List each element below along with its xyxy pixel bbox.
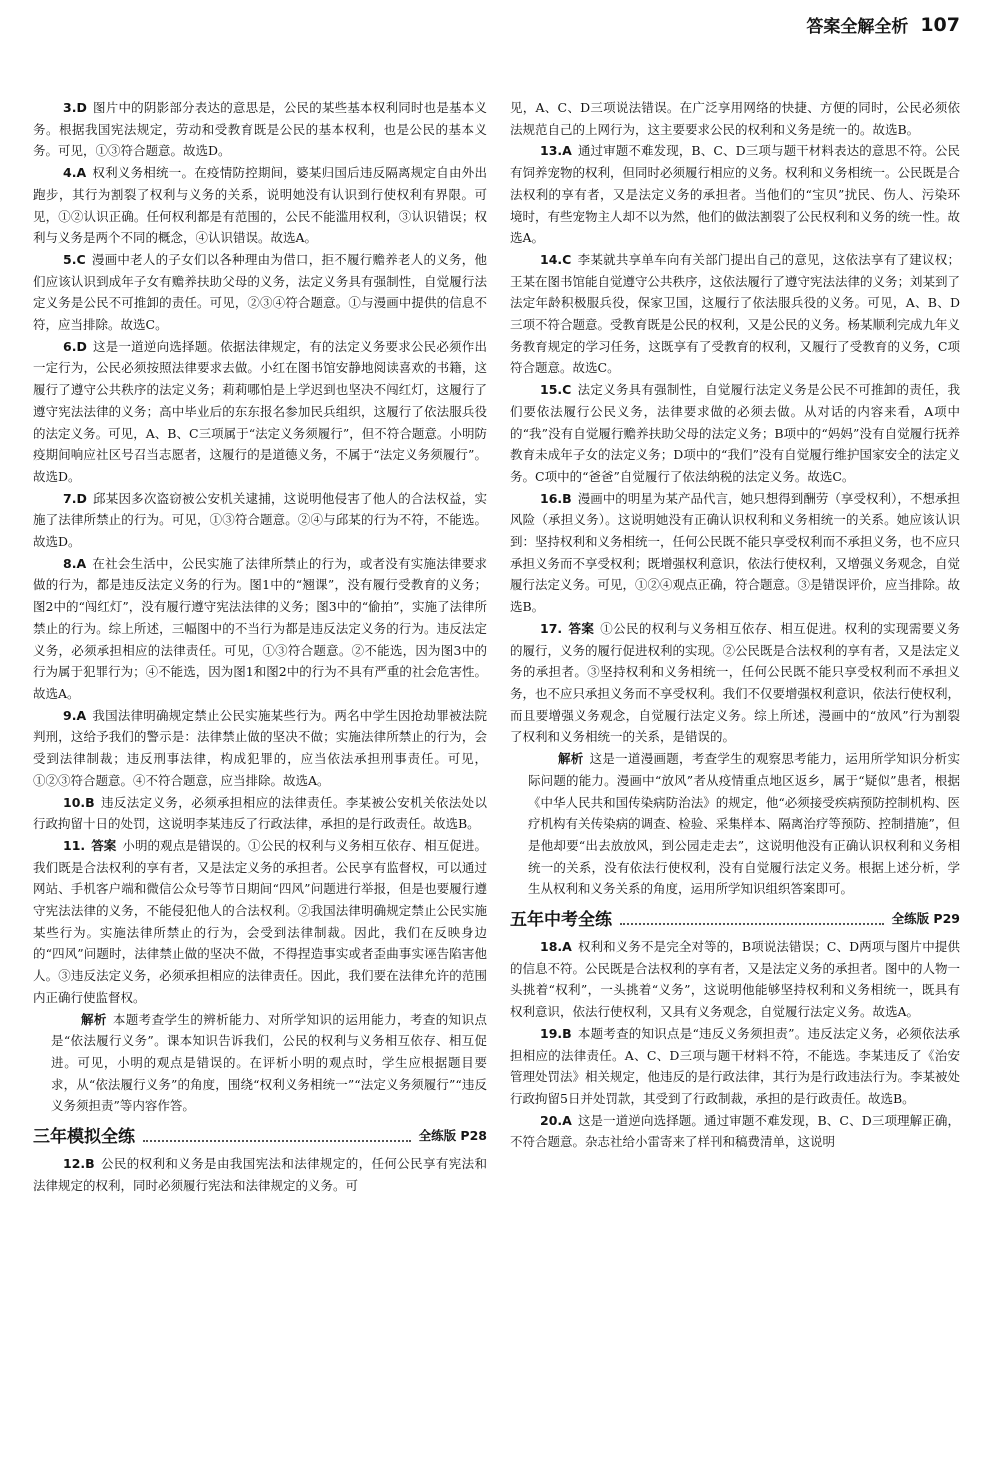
section-ref: 全练版 P29 <box>891 911 960 927</box>
answer-item <box>510 488 960 618</box>
item-17-analysis-text: 这是一道漫画题，考查学生的观察思考能力，运用所学知识分析实际问题的能力。漫画中“放风”者从疫情重点地区返乡，属于“疑似”患者，根据《中华人民共和国传染病防治法》的规定，他“必须接受疾病预防控制机构、医疗机构有关传染病的调查、检验、采集样本、隔离治疗等预防、控制措施”，但是他却要“出去放放风，到公园走走去”，这说明他没有正确认识权利和义务相统一的关系，没有依法行使权利，没有自觉履行法定义务。根据上述分析，学生从权利和义务关系的角度，运用所学知识组织答案即可。 <box>528 751 960 897</box>
item-11-analysis-text: 本题考查学生的辨析能力、对所学知识的运用能力，考查的知识点是“依法履行义务”。课本知识告诉我们，公民的权利与义务相互依存、相互促进。可见，小明的观点是错误的。在评析小明的观点时，学生应根据题目要求，从“依法履行义务”的角度，围绕“权利义务相统一”“法定义务须履行”“违反义务须担责”等内容作答。 <box>51 1011 487 1114</box>
answer-item <box>510 1110 960 1153</box>
item-text: 图片中的阴影部分表达的意思是，公民的某些基本权利同时也是基本义务。根据我国宪法规定，劳动和受教育既是公民的基本权利，也是公民的基本义务。可见，①③符合题意。故选D。 <box>33 100 487 159</box>
analysis-label: 解析 <box>81 1011 107 1027</box>
item-number: 5.C <box>63 251 86 267</box>
right-items-after <box>510 936 960 1153</box>
item-text: 这是一道逆向选择题。通过审题不难发现，B、C、D三项理解正确，不符合题意。杂志社给小雷寄来了样刊和稿费清单，这说明 <box>510 1112 960 1150</box>
item-number: 6.D <box>63 338 87 354</box>
item-text: 法定义务具有强制性，自觉履行法定义务是公民不可推卸的责任，我们要依法履行公民义务，法律要求做的必须去做。从对话的内容来看，A项中的“我”没有自觉履行赡养扶助父母的法定义务；B项中的“妈妈”没有自觉履行抚养教育未成年子女的法定义务；D项中的“我们”没有自觉履行维护国家安全的法定义务。C项中的“爸爸”自觉履行了依法纳税的法定义务。故选C。 <box>510 382 960 484</box>
item-text: 公民的权利和义务是由我国宪法和法律规定的，任何公民享有宪法和法律规定的权利，同时必须履行宪法和法律规定的义务。可 <box>33 1156 487 1193</box>
item-text: 通过审题不难发现，B、C、D三项与题干材料表达的意思不符。公民有饲养宠物的权利，但同时必须履行相应的义务。权利和义务相统一。公民既是合法权利的享有者，又是法定义务的承担者。当他们的“宝贝”扰民、伤人、污染环境时，有些宠物主人却不以为然，他们的做法割裂了公民权利和义务的统一性。故选A。 <box>510 143 961 246</box>
page-header <box>806 12 960 37</box>
answer-item <box>33 249 487 336</box>
answer-item <box>510 1023 960 1110</box>
answer-label: 答案 <box>91 837 117 853</box>
item-number: 12.B <box>63 1156 95 1172</box>
answer-item <box>33 336 487 488</box>
answer-item <box>33 792 487 835</box>
item-17-answer-text: ①公民的权利与义务相互依存、相互促进。权利的实现需要义务的履行，义务的履行促进权利的实现。②公民既是合法权利的享有者，又是法定义务的承担者。③坚持权利和义务相统一，任何公民既不能只享受权利而不承担义务，也不应只承担义务而不享受权利。我们不仅要增强权利意识，依法行使权利，而且要增强义务观念，自觉履行法定义务。综上所述，漫画中的“放风”行为割裂了权利和义务相统一的关系，是错误的。 <box>510 620 961 745</box>
answer-item <box>33 162 487 249</box>
section-ref: 全练版 P28 <box>418 1128 487 1144</box>
item-number: 14.C <box>540 251 572 267</box>
item-text: 我国法律明确规定禁止公民实施某些行为。两名中学生因抢劫罪被法院判刑，这给予我们的警示是：法律禁止做的坚决不做；实施法律所禁止的行为，会受到法律制裁；违反刑事法律，构成犯罪的，应当依法承担刑事责任。可见，①②③符合题意。④不符合题意，应当排除。故选A。 <box>33 707 487 788</box>
answer-label: 答案 <box>568 620 595 636</box>
item-text: 权利和义务不是完全对等的，B项说法错误；C、D两项与图片中提供的信息不符。公民既是合法权利的享有者，又是法定义务的承担者。图中的人物一头挑着“权利”，一头挑着“义务”，这说明他能够坚持权利和义务相统一，既具有权利意识，依法行使权利，又具有义务观念，自觉履行法定义务。故选A。 <box>510 939 961 1020</box>
item-number: 13.A <box>540 143 572 159</box>
item-11-analysis <box>33 1009 487 1118</box>
item-number: 18.A <box>540 939 572 955</box>
answer-item <box>510 249 960 379</box>
page-number: 107 <box>920 13 960 36</box>
analysis-label: 解析 <box>558 751 584 767</box>
item-text: 李某就共享单车向有关部门提出自己的意见，这依法享有了建议权；王某在图书馆能自觉遵守公共秩序，这依法履行了遵守宪法法律的义务；刘某到了法定年龄积极服兵役，保家卫国，这履行了依法服兵役的义务。可见，A、B、D三项不符合题意。受教育既是公民的权利，又是公民的义务。杨某顺利完成九年义务教育规定的学习任务，这既享有了受教育的权利，又履行了受教育的义务，C项符合题意。故选C。 <box>510 251 961 376</box>
item-text: 权利义务相统一。在疫情防控期间，婆某归国后违反隔离规定自由外出跑步，其行为割裂了权利与义务的关系，说明她没有认识到行使权利有界限。可见，①②认识正确。任何权利都是有范围的，公民不能滥用权利，③认识错误；权利与义务是两个不同的概念，④认识错误。故选A。 <box>33 165 487 246</box>
item-number: 8.A <box>63 555 87 571</box>
left-items-after <box>33 1153 487 1196</box>
section-divider <box>143 1140 411 1142</box>
right-column <box>510 97 960 1153</box>
section-title: 五年中考全练 <box>510 910 612 931</box>
left-items-before <box>33 97 487 835</box>
answer-item <box>510 379 960 488</box>
answer-item <box>33 1153 487 1196</box>
right-items-before <box>510 140 960 617</box>
item-number: 4.A <box>63 165 87 181</box>
answer-item <box>510 936 960 1023</box>
item-text: 本题考查的知识点是“违反义务须担责”。违反法定义务，必须依法承担相应的法律责任。A、C、D三项与题干材料不符，不能选。李某违反了《治安管理处罚法》相关规定，他违反的是行政法律，其行为是行政违法行为。李某被处行政拘留5日并处罚款，其受到了行政制裁，承担的是行政责任。故选B。 <box>510 1025 961 1106</box>
continuation-text: 见，A、C、D三项说法错误。在广泛享用网络的快捷、方便的同时，公民必须依法规范自己的上网行为，这主要要求公民的权利和义务是统一的。故选B。 <box>510 100 960 137</box>
answer-item <box>33 705 487 792</box>
item-text: 邱某因多次盗窃被公安机关逮捕，这说明他侵害了他人的合法权益，实施了法律所禁止的行为。可见，①③符合题意。②④与邱某的行为不符，不能选。故选D。 <box>33 490 487 550</box>
answer-item <box>33 488 487 553</box>
item-text: 漫画中老人的子女们以各种理由为借口，拒不履行赡养老人的义务，他们应该认识到成年子女有赡养扶助父母的义务，法定义务具有强制性，自觉履行法定义务是公民不可推卸的责任。可见，②③④符合题意。①与漫画中提供的信息不符，应当排除。故选C。 <box>33 251 487 333</box>
item-number: 3.D <box>63 100 87 115</box>
item-number: 7.D <box>63 490 87 506</box>
left-column <box>33 97 487 1196</box>
item-number: 15.C <box>540 382 572 398</box>
answer-item <box>33 97 487 162</box>
item-number: 16.B <box>540 490 572 506</box>
answer-item-17 <box>510 618 960 900</box>
item-number: 17. <box>540 620 563 636</box>
item-11-answer-text: 小明的观点是错误的。①公民的权利与义务相互依存、相互促进。我们既是合法权利的享有者，又是法定义务的承担者。公民享有监督权，可以通过网站、手机客户端和微信公众号等节日期间“四风”问题进行举报，但是也要履行遵守宪法法律的义务，不能侵犯他人的合法权利。②我国法律明确规定禁止公民实施某些行为。实施法律所禁止的行为，会受到法律制裁。因此，我们在反映身边的“四风”问题时，法律禁止做的坚决不做，不得捏造事实或者歪曲事实诬告陷害他人。③违反法定义务，必须承担相应的法律责任。因此，我们要在法律允许的范围内正确行使监督权。 <box>33 837 487 1005</box>
answer-item-11 <box>33 835 487 1117</box>
answer-item <box>510 140 960 249</box>
item-number: 20.A <box>540 1112 572 1128</box>
section-header-sannian <box>33 1121 487 1149</box>
item-text: 在社会生活中，公民实施了法律所禁止的行为，或者没有实施法律要求做的行为，都是违反法定义务的行为。图1中的“翘课”，没有履行受教育的义务；图2中的“闯红灯”，没有履行遵守宪法法律的义务；图3中的“偷拍”，实施了法律所禁止的行为。综上所述，三幅图中的不当行为都是违反法定义务的行为。违反法定义务，必须承担相应的法律责任。可见，①③符合题意。②不能选，因为图3中的行为属于犯罪行为；④不能选，因为图1和图2中的行为不具有严重的社会危害性。故选A。 <box>33 555 487 701</box>
item-text: 漫画中的明星为某产品代言，她只想得到酬劳（享受权利），不想承担风险（承担义务）。这说明她没有正确认识权利和义务相统一的关系。她应该认识到：坚持权利和义务相统一，任何公民既不能只享受权利而不承担义务，也不应只承担义务而不享受权利；既增强权利意识，依法行使权利，又增强义务观念，自觉履行法定义务。可见，①②④观点正确，符合题意。③是错误评价，应当排除。故选B。 <box>510 490 961 615</box>
section-title: 三年模拟全练 <box>33 1127 135 1148</box>
item-number: 9.A <box>63 707 87 723</box>
section-divider <box>620 923 884 925</box>
item-text: 这是一道逆向选择题。依据法律规定，有的法定义务要求公民必须作出一定行为，公民必须按照法律要求去做。小红在图书馆安静地阅读喜欢的书籍，这履行了遵守公共秩序的法定义务；莉莉哪怕是上学迟到也坚决不闯红灯，这履行了遵守宪法法律的义务；高中毕业后的东东报名参加民兵组织，这履行了依法服兵役的法定义务。可见，A、B、C三项属于“法定义务须履行”，但不符合题意。小明防疫期间响应社区号召当志愿者，这履行的是道德义务，不属于“法定义务须履行”。故选D。 <box>33 338 487 484</box>
item-12-continuation <box>510 97 960 140</box>
item-number: 11. <box>63 837 86 853</box>
answer-item <box>33 553 487 705</box>
header-title: 答案全解全析 <box>806 17 909 37</box>
item-17-answer <box>510 618 960 748</box>
item-text: 违反法定义务，必须承担相应的法律责任。李某被公安机关依法处以行政拘留十日的处罚，这说明李某违反了行政法律，承担的是行政责任。故选B。 <box>33 794 487 832</box>
section-header-wunian <box>510 904 960 932</box>
item-17-analysis <box>510 748 960 900</box>
item-number: 10.B <box>63 794 95 810</box>
item-number: 19.B <box>540 1025 572 1041</box>
item-11-answer <box>33 835 487 1009</box>
